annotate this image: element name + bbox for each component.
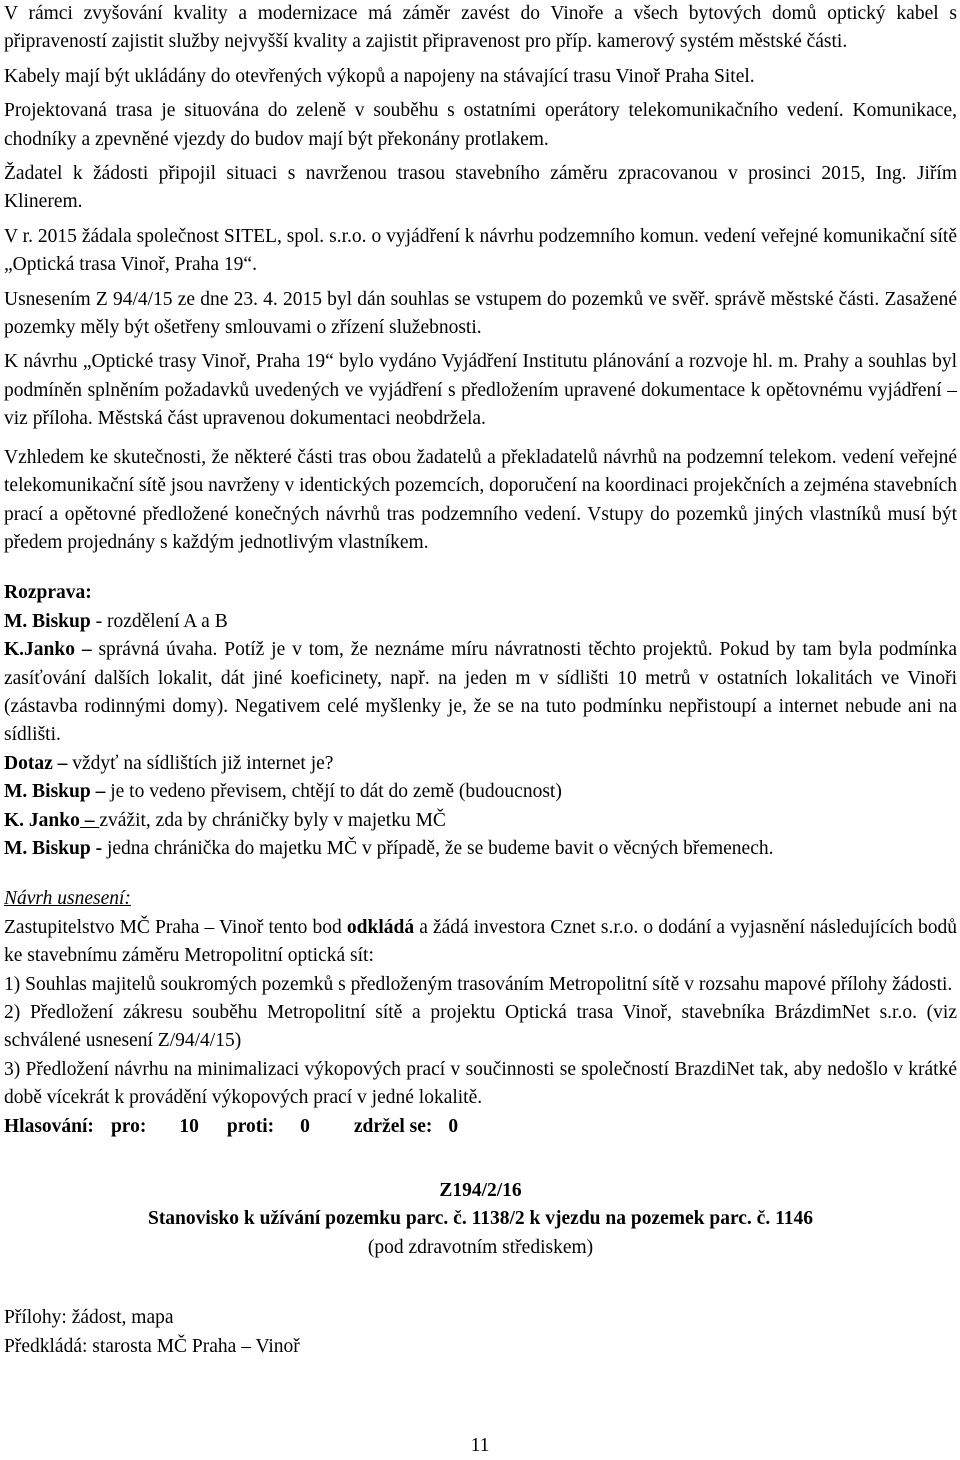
discussion-line xyxy=(4,835,957,863)
separator: – xyxy=(52,752,73,774)
statement: vždyť na sídlištích již internet je? xyxy=(72,752,334,774)
intro-paragraph-6: Usnesením Z 94/4/15 ze dne 23. 4. 2015 byl dán souhlas se vstupem do pozemků ve svěř. správě městské části. Zasažené pozemky měly být ošetřeny smlouvami o zřízení služebnosti. xyxy=(4,288,957,339)
speaker: Dotaz xyxy=(4,752,53,774)
intro-paragraph-7: K návrhu „Optické trasy Vinoř, Praha 19“ bylo vydáno Vyjádření Institutu plánování a rozvoje hl. m. Prahy a souhlas byl podmíněn splněním požadavků uvedených ve vyjádření s předložením upravené dokumentace k opětovnému vyjádření – viz příloha. Městská část upravenou dokumentaci neobdržela. xyxy=(4,351,957,430)
resolution-intro-after: a žádá investora Cznet s.r.o. o dodání a vyjasnění následujících bodů ke stavebnímu záměru Metropolitní optická sít: xyxy=(4,916,957,967)
intro-paragraph-1: V rámci zvyšování kvality a modernizace má záměr zavést do Vinoře a všech bytových domů optický kabel s připraveností zajistit služby nejvyšší kvality a zajistit připravenost pro příp. kamerový systém městské části. xyxy=(4,3,957,53)
page-number: 11 xyxy=(470,1435,490,1456)
separator: - xyxy=(90,610,107,632)
intro-paragraph-5: V r. 2015 žádala společnost SITEL, spol. s.r.o. o vyjádření k návrhu podzemního komun. vedení veřejné komunikační sítě „Optická trasa Vinoř, Praha 19“. xyxy=(4,225,957,276)
discussion-line xyxy=(4,778,957,806)
resolution-intro-before: Zastupitelstvo MČ Praha – Vinoř tento bod xyxy=(4,916,347,938)
item-title: Stanovisko k užívání pozemku parc. č. 1138/2 k vjezdu na pozemek parc. č. 1146 xyxy=(147,1208,814,1230)
separator: - xyxy=(90,837,107,859)
item-code: Z194/2/16 xyxy=(439,1180,522,1202)
intro-paragraph-4: Žadatel k žádosti připojil situaci s navrženou trasou stavebního záměru zpracovanou v prosinci 2015, Ing. Jiřím Klinerem. xyxy=(4,163,957,213)
separator: – xyxy=(90,781,111,803)
item-subtitle: (pod zdravotním střediskem) xyxy=(367,1236,594,1258)
speaker: K.Janko xyxy=(4,639,75,661)
speaker: K. Janko xyxy=(4,809,80,831)
submitted-by: Předkládá: starosta MČ Praha – Vinoř xyxy=(4,1335,300,1357)
intro-paragraph-2: Kabely mají být ukládány do otevřených výkopů a napojeny na stávající trasu Vinoř Praha Sitel. xyxy=(4,65,755,87)
statement: jedna chránička do majetku MČ v případě, že se budeme bavit o věcných břemenech. xyxy=(106,837,774,859)
discussion-heading: Rozprava: xyxy=(4,582,92,604)
resolution-intro xyxy=(4,914,957,971)
vote-proti-label: proti: xyxy=(226,1115,275,1137)
separator: – xyxy=(79,809,100,831)
vote-label: Hlasování: xyxy=(4,1115,94,1137)
vote-pro-label: pro: xyxy=(110,1115,147,1137)
discussion-line xyxy=(4,750,957,778)
vote-pro-value: 10 xyxy=(179,1115,199,1137)
speaker: M. Biskup xyxy=(4,837,91,859)
vote-line xyxy=(4,1113,957,1141)
statement: správná úvaha. Potíž je v tom, že neznáme míru návratnosti těchto projektů. Pokud by tam byla podmínka zasíťování dalších lokalit, dát jiné koeficinety, např. na jeden m v sídlišti 10 metrů v ostatních lokalitách ve Vinoři (zástavba rodinnými domy). Negativem celé myšlenky je, že se na tuto podmínku nepřistoupí a internet nebude ani na sídlišti. xyxy=(4,639,958,746)
resolution-intro-bold: odkládá xyxy=(346,916,415,938)
discussion-line xyxy=(4,636,957,750)
document-page xyxy=(4,0,957,1361)
discussion-line xyxy=(4,807,957,835)
statement: je to vedeno převisem, chtějí to dát do země (budoucnost) xyxy=(110,781,562,803)
resolution-point: 2) Předložení zákresu souběhu Metropolitní sítě a projektu Optická trasa Vinoř, stavebníka BrázdimNet s.r.o. (viz schválené usnesení Z/94/4/15) xyxy=(4,1002,957,1052)
intro-paragraph-3: Projektovaná trasa je situována do zeleně v souběhu s ostatními operátory telekomunikačního vedení. Komunikace, chodníky a zpevněné vjezdy do budov mají být překonány protlakem. xyxy=(4,100,957,150)
speaker: M. Biskup xyxy=(4,610,91,632)
resolution-point: 1) Souhlas majitelů soukromých pozemků s předloženým trasováním Metropolitní sítě v rozsahu mapové přílohy žádosti. xyxy=(4,973,953,995)
vote-zdrzel-value: 0 xyxy=(448,1115,459,1137)
vote-proti-value: 0 xyxy=(300,1115,310,1137)
statement: rozdělení A a B xyxy=(106,610,228,632)
intro-paragraph-8: Vzhledem ke skutečnosti, že některé části tras obou žadatelů a překladatelů návrhů na podzemní telekom. vedení veřejné telekomunikační sítě jsou navrženy v identických pozemcích, doporučení na koordinaci projekčních a zejména stavebních prací a opětovné předložené konečných návrhů tras podzemního vedení. Vstupy do pozemků jiných vlastníků musí být předem projednány s každým jednotlivým vlastníkem. xyxy=(4,446,957,553)
vote-zdrzel-label: zdržel se: xyxy=(353,1115,433,1137)
separator: – xyxy=(74,639,99,661)
attachments: Přílohy: žádost, mapa xyxy=(4,1307,174,1329)
statement: zvážit, zda by chráničky byly v majetku MČ xyxy=(99,809,446,831)
discussion-line xyxy=(4,608,957,636)
resolution-point: 3) Předložení návrhu na minimalizaci výkopových prací v součinnosti se společností BrazdiNet tak, aby nedošlo v krátké době vícekrát k provádění výkopových prací v jedné lokalitě. xyxy=(4,1058,957,1109)
resolution-heading: Návrh usnesení: xyxy=(4,888,131,910)
speaker: M. Biskup xyxy=(4,781,91,803)
